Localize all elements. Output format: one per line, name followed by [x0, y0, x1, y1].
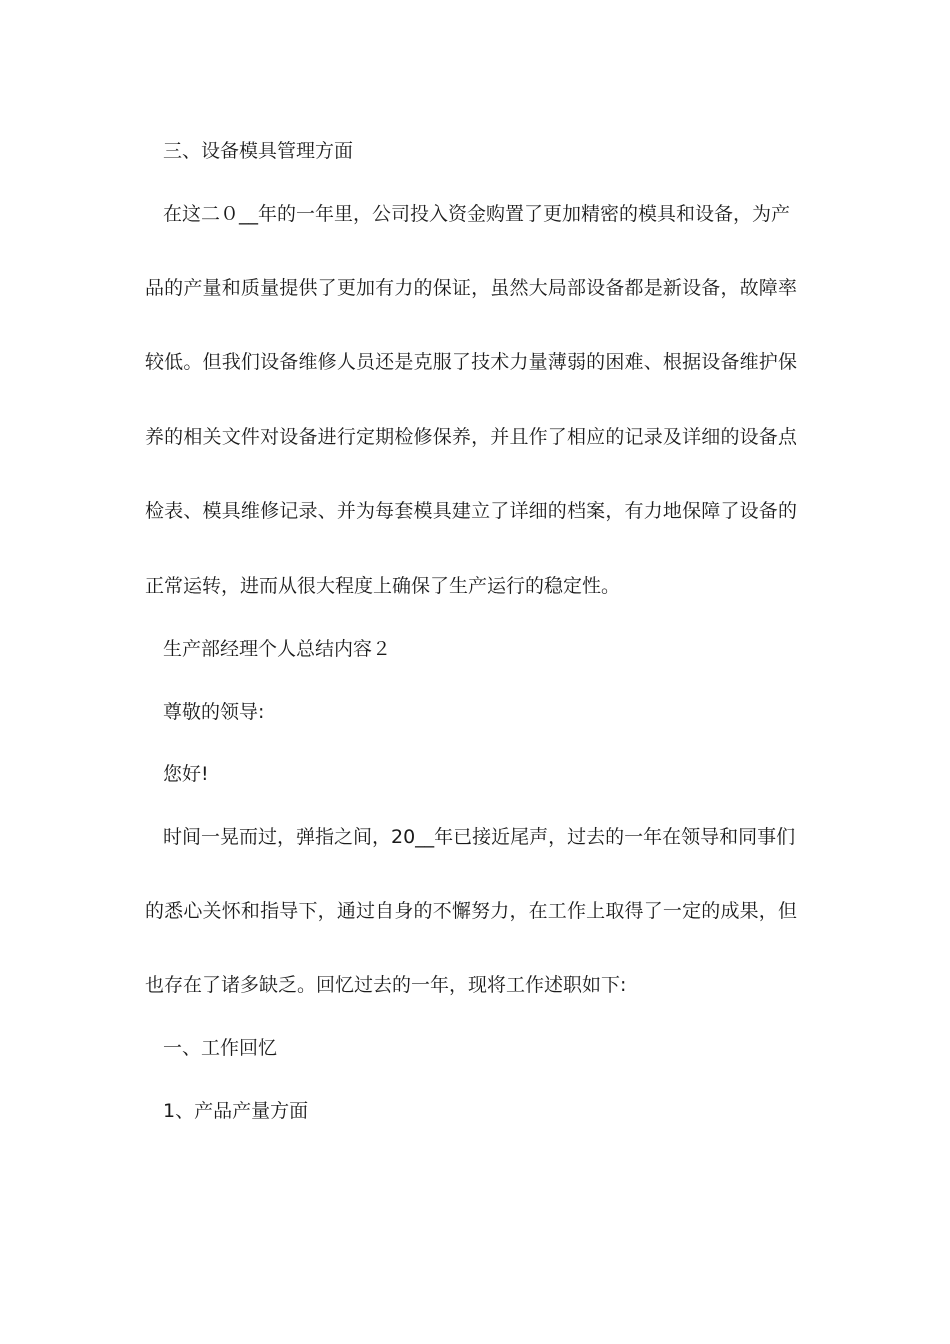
paragraph-line: 品的产量和质量提供了更加有力的保证，虽然大局部设备都是新设备，故障率 — [145, 277, 797, 299]
subheading-work-review: 一、工作回忆 — [163, 1037, 278, 1059]
summary-title: 生产部经理个人总结内容２ — [163, 638, 392, 660]
greeting: 您好! — [163, 763, 209, 785]
section-heading-equipment: 三、设备模具管理方面 — [163, 140, 354, 162]
paragraph-line: 时间一晃而过，弹指之间，20__年已接近尾声，过去的一年在领导和同事们 — [163, 826, 796, 848]
paragraph-line: 也存在了诸多缺乏。回忆过去的一年，现将工作述职如下: — [145, 974, 627, 996]
salutation: 尊敬的领导: — [163, 701, 265, 723]
paragraph-line: 在这二０__年的一年里，公司投入资金购置了更加精密的模具和设备，为产 — [163, 203, 791, 225]
paragraph-line: 养的相关文件对设备进行定期检修保养，并且作了相应的记录及详细的设备点 — [145, 426, 797, 448]
paragraph-line: 的悉心关怀和指导下，通过自身的不懈努力，在工作上取得了一定的成果，但 — [145, 900, 797, 922]
paragraph-line: 检表、模具维修记录、并为每套模具建立了详细的档案，有力地保障了设备的 — [145, 500, 797, 522]
paragraph-line: 较低。但我们设备维修人员还是克服了技术力量薄弱的困难、根据设备维护保 — [145, 351, 797, 373]
paragraph-line: 正常运转，进而从很大程度上确保了生产运行的稳定性。 — [145, 575, 621, 597]
subheading-product-output: 1、产品产量方面 — [163, 1100, 309, 1122]
